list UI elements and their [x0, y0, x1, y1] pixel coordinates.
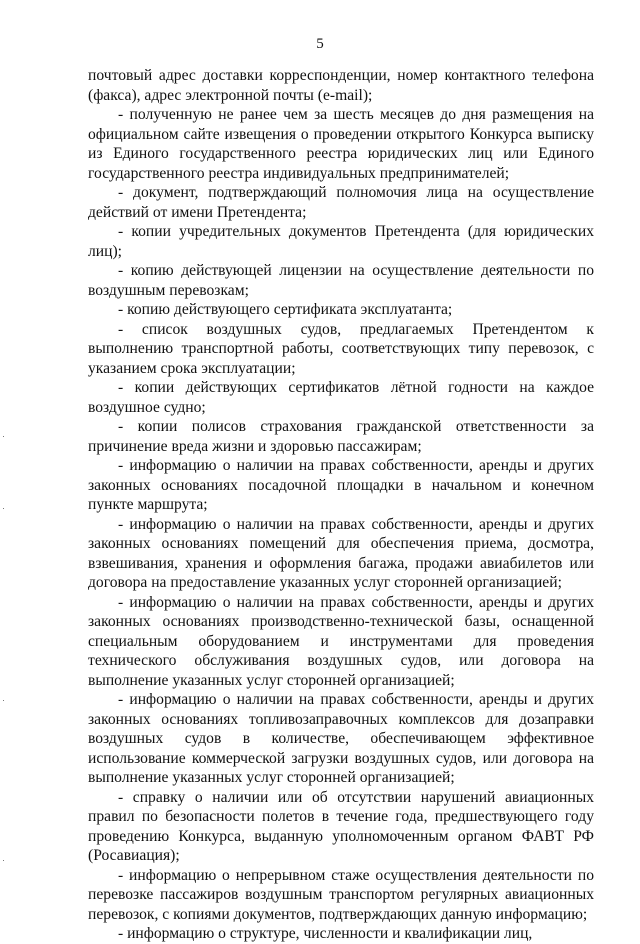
page-number: 5 [316, 36, 324, 52]
list-item-baggage-premises: - информацию о наличии на правах собственности, аренды и других законных основаниях помещений для обеспечения приема, досмотра, взвешивания, хранения и оформления багажа, продажи авиабилетов или договора на предоставление указанных услуг сторонней организацией; [88, 515, 594, 591]
list-item-operating-experience: - информацию о непрерывном стаже осуществления деятельности по перевозке пассажиров воздушным транспортом регулярных авиационных перевозок, с копиями документов, подтверждающих данную информацию; [88, 866, 594, 923]
scan-margin-mark [3, 436, 4, 437]
list-item-safety-certificate: - справку о наличии или об отсутствии нарушений авиационных правил по безопасности полетов в течение года, предшествующего году проведению Конкурса, выданную уполномоченным органом ФАВТ РФ (Росавиация); [88, 788, 594, 864]
paragraph-contact-details: почтовый адрес доставки корреспонденции, номер контактного телефона (факса), адрес электронной почты (e-mail); [88, 67, 594, 104]
list-item-authority-document: - документ, подтверждающий полномочия лица на осуществление действий от имени Претендента; [88, 184, 594, 221]
list-item-registry-extract: - полученную не ранее чем за шесть месяцев до дня размещения на официальном сайте извещения о проведении открытого Конкурса выписку из Единого государственного реестра юридических лиц или Единого государственного реестра индивидуальных предпринимателей; [88, 106, 594, 182]
list-item-airworthiness-certificates: - копии действующих сертификатов лётной годности на каждое воздушное судно; [88, 379, 594, 416]
list-item-maintenance-base: - информацию о наличии на правах собственности, аренды и других законных основаниях производственно-технической базы, оснащенной специальным оборудованием и инструментами для проведения технического обслуживания воздушных судов, или договора на выполнение указанных услуг сторонней организацией; [88, 593, 594, 689]
list-item-landing-site: - информацию о наличии на правах собственности, аренды и других законных основаниях посадочной площадки в начальном и конечном пункте маршрута; [88, 457, 594, 513]
scan-margin-mark [3, 860, 4, 861]
scan-margin-mark [3, 508, 4, 509]
list-item-license-copy: - копию действующей лицензии на осуществление деятельности по воздушным перевозкам; [88, 262, 594, 299]
document-body [88, 66, 594, 944]
list-item-staff-structure: - информацию о структуре, численности и квалификации лиц, [118, 925, 533, 942]
list-item-fuel-complexes: - информацию о наличии на правах собственности, аренды и других законных основаниях топливозаправочных комплексов для дозаправки воздушных судов в количестве, обеспечивающем эффективное использование коммерческой загрузки воздушных судов, или договора на выполнение указанных услуг сторонней организацией; [88, 691, 594, 786]
list-item-operator-certificate: - копию действующего сертификата эксплуатанта; [118, 301, 453, 318]
list-item-founding-documents: - копии учредительных документов Претендента (для юридических лиц); [88, 223, 594, 260]
list-item-aircraft-list: - список воздушных судов, предлагаемых Претендентом к выполнению транспортной работы, соответствующих типу перевозок, с указанием срока эксплуатации; [88, 320, 594, 377]
list-item-insurance-policies: - копии полисов страхования гражданской ответственности за причинение вреда жизни и здоровью пассажирам; [88, 418, 594, 455]
scan-margin-mark [3, 700, 4, 701]
